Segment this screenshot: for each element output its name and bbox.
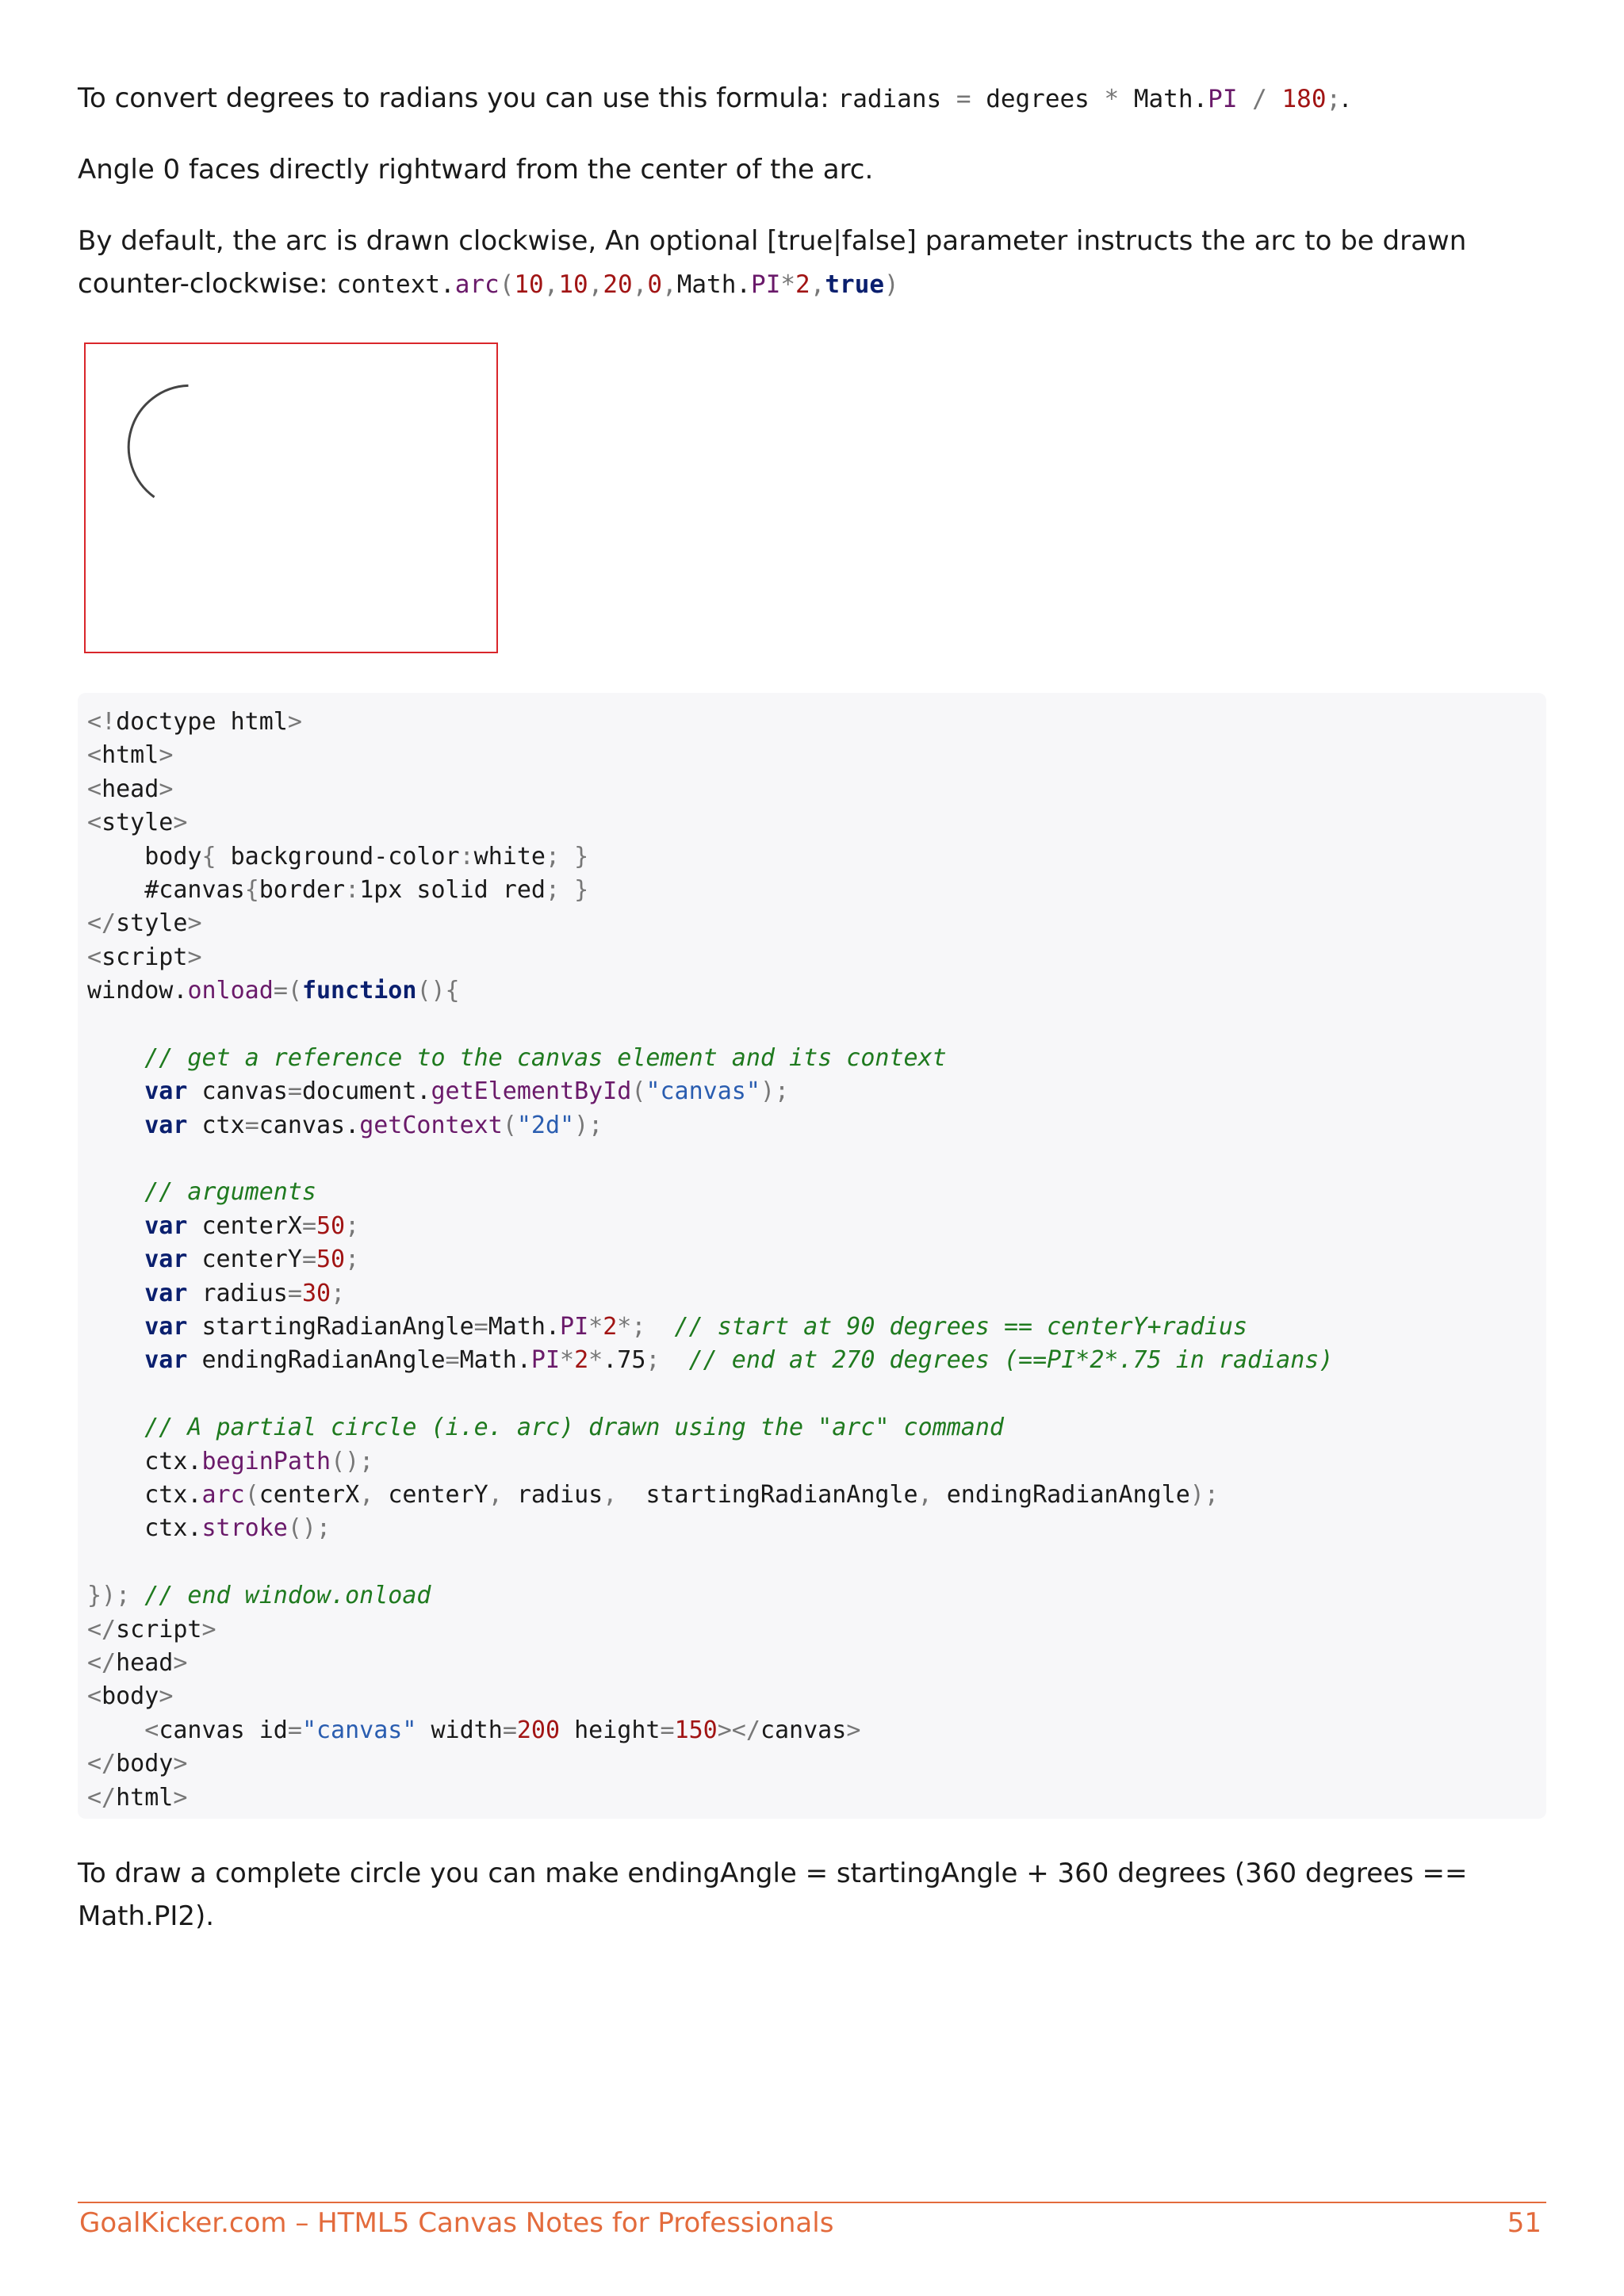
code-token: =	[473, 1313, 488, 1341]
code-token: 2	[603, 1313, 618, 1341]
code-token: var	[87, 1279, 188, 1307]
code-token: "canvas"	[301, 1716, 417, 1744]
footer-page-number: 51	[1507, 2207, 1542, 2239]
code-token: *	[560, 1346, 575, 1375]
code-line	[87, 706, 1546, 739]
code-line	[87, 1647, 1546, 1680]
code-token: radius	[187, 1279, 288, 1307]
code-token: ();	[331, 1447, 374, 1475]
code-token: script	[102, 943, 188, 971]
code-token: ;	[331, 1279, 346, 1307]
code-token: (	[631, 1077, 646, 1106]
code-token: arc	[201, 1480, 245, 1509]
code-token: ,	[810, 270, 825, 299]
paragraph-angle-zero: Angle 0 faces directly rightward from the center of the arc.	[78, 154, 874, 186]
code-token: (){	[416, 977, 460, 1005]
code-token: ctx	[187, 1111, 245, 1139]
code-token: >	[287, 708, 302, 736]
code-token: centerX	[187, 1211, 302, 1240]
code-token	[660, 1346, 688, 1374]
code-token: <	[87, 809, 102, 837]
code-token: onload	[187, 977, 274, 1005]
code-token: =	[660, 1716, 675, 1744]
code-block	[78, 693, 1546, 1819]
code-token: ctx.	[87, 1514, 202, 1543]
code-token: ,	[543, 270, 559, 299]
code-line	[87, 773, 1546, 806]
code-line	[87, 1445, 1546, 1479]
clockwise-text: By default, the arc is drawn clockwise, An optional [true|false] parameter instructs the arc to be drawn counter-clockwise:	[78, 225, 1467, 300]
code-token: *	[780, 270, 796, 299]
code-line	[87, 1411, 1546, 1445]
code-token: (	[499, 270, 515, 299]
clockwise-code	[336, 270, 898, 299]
code-token: =	[301, 1211, 316, 1240]
code-token: startingRadianAngle	[645, 1480, 918, 1509]
code-token: radians	[837, 85, 942, 113]
code-line	[87, 739, 1546, 772]
code-token: ;	[645, 1346, 661, 1375]
code-token: ; }	[545, 842, 589, 871]
code-token: centerY	[187, 1246, 302, 1274]
code-token: // end at 270 degrees (==PI*2*.75 in radians)	[688, 1346, 1334, 1375]
code-line	[87, 1512, 1546, 1545]
code-token: );	[1189, 1480, 1219, 1509]
code-line	[87, 1546, 1546, 1579]
partial-arc	[128, 385, 188, 497]
code-line	[87, 1680, 1546, 1713]
code-token: Math.	[459, 1346, 531, 1375]
code-listing	[78, 693, 1546, 1815]
paragraph-clockwise	[78, 220, 1546, 306]
code-token: ,	[603, 1480, 646, 1509]
code-token: >	[846, 1716, 861, 1744]
code-token: >	[159, 741, 174, 770]
code-token: (	[244, 1480, 259, 1509]
code-line	[87, 1075, 1546, 1108]
code-token: height	[560, 1716, 661, 1744]
code-token: radius	[516, 1480, 603, 1509]
code-token: <	[87, 1682, 102, 1711]
code-line	[87, 874, 1546, 907]
arc-drawing	[86, 344, 496, 652]
code-line	[87, 1714, 1546, 1747]
code-token: context.	[336, 270, 455, 299]
code-token: =	[502, 1716, 517, 1744]
code-token: Math.	[1133, 85, 1208, 113]
code-line	[87, 1042, 1546, 1075]
code-token: beginPath	[201, 1447, 331, 1475]
code-line	[87, 1613, 1546, 1647]
code-token: *	[588, 1346, 603, 1375]
code-token: ,	[662, 270, 677, 299]
code-token: <	[87, 943, 102, 971]
code-token: 2	[574, 1346, 589, 1375]
code-token: PI	[530, 1346, 561, 1375]
code-token: Math.	[488, 1313, 561, 1341]
code-line	[87, 1243, 1546, 1276]
code-token: style	[102, 809, 174, 837]
code-token: =	[445, 1346, 460, 1375]
code-token: centerY	[388, 1480, 488, 1509]
code-token: function	[301, 977, 417, 1005]
code-token: =	[287, 1716, 302, 1744]
code-token: head	[116, 1648, 174, 1677]
code-token: {	[244, 875, 259, 904]
formula-intro-text: To convert degrees to radians you can use this formula:	[78, 82, 838, 114]
code-token: startingRadianAngle	[187, 1313, 474, 1341]
code-token: var	[87, 1211, 188, 1240]
code-token: canvas id	[159, 1716, 288, 1744]
code-token: white	[473, 842, 546, 871]
code-token: script	[116, 1615, 202, 1644]
code-line	[87, 1210, 1546, 1243]
code-line	[87, 1311, 1546, 1344]
code-line	[87, 840, 1546, 874]
code-token: centerX	[259, 1480, 360, 1509]
code-token: (	[502, 1111, 517, 1139]
code-token: ctx.	[87, 1480, 202, 1509]
canvas-demo-output	[84, 342, 498, 653]
code-token: >	[159, 775, 174, 803]
code-token: 10	[514, 270, 544, 299]
code-token: :	[345, 875, 360, 904]
code-token: ,	[632, 270, 648, 299]
code-token: <!	[87, 708, 117, 736]
code-token: // start at 90 degrees == centerY+radius	[674, 1313, 1248, 1341]
code-token: // get a reference to the canvas element and its context	[87, 1043, 947, 1072]
code-token: ctx.	[87, 1447, 202, 1475]
code-token: :	[459, 842, 474, 871]
code-token: var	[87, 1111, 188, 1139]
document-page	[78, 0, 1546, 2296]
code-token: );	[760, 1077, 790, 1106]
code-token: 10	[558, 270, 588, 299]
code-token: >	[187, 909, 202, 938]
code-token: Math.	[676, 270, 752, 299]
code-token: ();	[287, 1514, 331, 1543]
code-token: var	[87, 1077, 188, 1106]
code-token: true	[825, 270, 885, 299]
code-token: getContext	[359, 1111, 503, 1139]
code-token: stroke	[201, 1514, 288, 1543]
sentence-period: .	[1341, 82, 1350, 114]
footer-divider	[78, 2202, 1546, 2203]
code-token: border	[259, 875, 346, 904]
paragraph-radians-formula	[78, 77, 1350, 121]
code-token: // A partial circle (i.e. arc) drawn using the "arc" command	[87, 1414, 1004, 1442]
code-token: /	[1237, 85, 1282, 113]
code-token: var	[87, 1246, 188, 1274]
code-token: >	[187, 943, 202, 971]
code-token: </	[87, 1750, 117, 1778]
code-token: 2	[795, 270, 810, 299]
code-token: =	[301, 1246, 316, 1274]
code-line	[87, 1747, 1546, 1781]
code-line	[87, 907, 1546, 940]
code-token: body	[87, 842, 202, 871]
code-token: PI	[560, 1313, 589, 1341]
code-line	[87, 941, 1546, 974]
code-token: 0	[647, 270, 663, 299]
code-token: html	[102, 741, 159, 770]
code-token: )	[884, 270, 899, 299]
code-token: arc	[454, 270, 500, 299]
code-token: style	[116, 909, 188, 938]
code-token: body	[102, 1682, 159, 1711]
paragraph-complete-circle: To draw a complete circle you can make endingAngle = startingAngle + 360 degrees (360 degrees == Math.PI2).	[78, 1858, 1468, 1932]
code-line	[87, 1142, 1546, 1176]
code-token: 50	[316, 1211, 346, 1240]
code-token: <	[87, 775, 102, 803]
code-token: #canvas	[87, 875, 245, 904]
code-line	[87, 1344, 1546, 1377]
code-token: >	[173, 809, 188, 837]
code-token: PI	[751, 270, 781, 299]
code-token: html	[116, 1783, 174, 1812]
code-token: =	[287, 1077, 302, 1106]
code-token: });	[87, 1582, 145, 1610]
code-token: ;	[345, 1246, 360, 1274]
code-token: >	[159, 1682, 174, 1711]
code-token: >	[201, 1615, 216, 1644]
code-token: width	[416, 1716, 503, 1744]
code-token: // arguments	[87, 1178, 316, 1207]
code-token: PI	[1208, 85, 1238, 113]
code-token: >	[173, 1648, 188, 1677]
code-token: endingRadianAngle	[946, 1480, 1190, 1509]
code-token: 200	[516, 1716, 561, 1744]
code-token: ></	[717, 1716, 760, 1744]
code-token: =	[287, 1279, 302, 1307]
code-token: .75	[603, 1346, 646, 1375]
code-token: <	[87, 1716, 159, 1744]
code-token: );	[574, 1111, 603, 1139]
code-token: "2d"	[516, 1111, 575, 1139]
code-token: <	[87, 741, 102, 770]
code-token: </	[87, 1648, 117, 1677]
code-token: =(	[273, 977, 302, 1005]
formula-code	[838, 85, 1342, 113]
code-line	[87, 1008, 1546, 1042]
code-token: 180	[1281, 85, 1327, 113]
code-token: ,	[588, 270, 603, 299]
code-token: canvas	[760, 1716, 847, 1744]
code-token: var	[87, 1313, 188, 1341]
code-line	[87, 1479, 1546, 1512]
code-token: {	[201, 842, 231, 871]
code-token: "canvas"	[645, 1077, 760, 1106]
code-token: *	[1089, 85, 1134, 113]
code-token: ;	[1326, 85, 1342, 113]
code-token: 1px solid red	[359, 875, 546, 904]
code-token: document.	[301, 1077, 431, 1106]
code-token: *	[588, 1313, 603, 1341]
code-token: =	[244, 1111, 259, 1139]
code-token: ,	[917, 1480, 947, 1509]
code-line	[87, 806, 1546, 840]
code-token: >	[173, 1750, 188, 1778]
code-line	[87, 974, 1546, 1008]
code-token: body	[116, 1750, 174, 1778]
code-line	[87, 1579, 1546, 1613]
code-token: 30	[301, 1279, 331, 1307]
code-token: ,	[359, 1480, 389, 1509]
code-line	[87, 1781, 1546, 1815]
code-token	[645, 1313, 674, 1341]
code-token: ;	[345, 1211, 360, 1240]
footer-book-title: GoalKicker.com – HTML5 Canvas Notes for Professionals	[79, 2207, 834, 2239]
code-token: ; }	[546, 875, 589, 904]
code-token: </	[87, 1615, 117, 1644]
code-token: ,	[488, 1480, 517, 1509]
code-token: =	[941, 85, 986, 113]
code-token: canvas	[187, 1077, 288, 1106]
code-token: endingRadianAngle	[187, 1346, 446, 1375]
code-line	[87, 1109, 1546, 1142]
code-token: doctype html	[116, 708, 288, 736]
code-token: var	[87, 1346, 188, 1375]
code-token: background-color	[230, 842, 460, 871]
code-token: head	[102, 775, 159, 803]
code-token: canvas.	[259, 1111, 360, 1139]
code-token: >	[173, 1783, 188, 1812]
code-token: *;	[617, 1313, 646, 1341]
code-token: // end window.onload	[144, 1582, 431, 1610]
code-line	[87, 1378, 1546, 1411]
code-token: </	[87, 909, 117, 938]
code-line	[87, 1277, 1546, 1311]
code-token: </	[87, 1783, 117, 1812]
code-token: 20	[603, 270, 633, 299]
code-token: 50	[316, 1246, 346, 1274]
code-token: window.	[87, 977, 188, 1005]
code-token: 150	[674, 1716, 718, 1744]
code-token: degrees	[986, 85, 1090, 113]
code-token: getElementById	[431, 1077, 632, 1106]
code-line	[87, 1176, 1546, 1209]
